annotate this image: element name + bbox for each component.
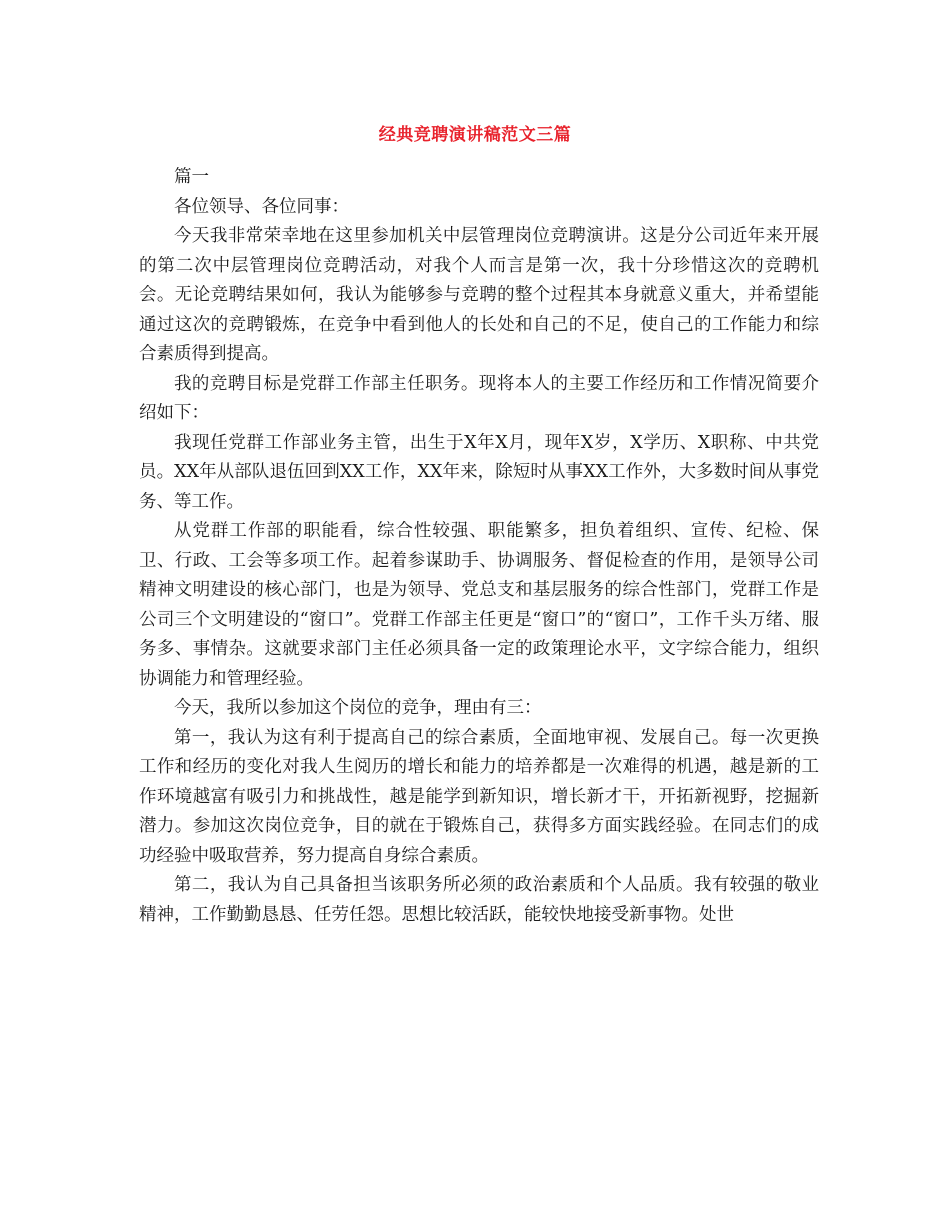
paragraph: 今天我非常荣幸地在这里参加机关中层管理岗位竞聘演讲。这是分公司近年来开展的第二次中层管理岗位竞聘活动，对我个人而言是第一次，我十分珍惜这次的竞聘机会。无论竞聘结果如何，我认为能够参与竞聘的整个过程其本身就意义重大，并希望能通过这次的竞聘锻炼，在竞争中看到他人的长处和自己的不足，使自己的工作能力和综合素质得到提高。 bbox=[139, 226, 819, 364]
paragraph: 第二，我认为自己具备担当该职务所必须的政治素质和个人品质。我有较强的敬业精神，工作勤勤恳恳、任劳任怨。思想比较活跃，能较快地接受新事物。处世 bbox=[139, 875, 819, 925]
paragraph-section-heading: 篇一 bbox=[174, 167, 209, 187]
paragraph: 第一，我认为这有利于提高自己的综合素质，全面地审视、发展自己。每一次更换工作和经历的变化对我人生阅历的增长和能力的培养都是一次难得的机遇，越是新的工作环境越富有吸引力和挑战性，越是能学到新知识，增长新才干，开拓新视野，挖掘新潜力。参加这次岗位竞争，目的就在于锻炼自己，获得多方面实践经验。在同志们的成功经验中吸取营养，努力提高自身综合素质。 bbox=[139, 727, 819, 866]
document-body bbox=[139, 163, 819, 930]
paragraph-salutation: 各位领导、各位同事： bbox=[174, 196, 349, 217]
paragraph: 我的竞聘目标是党群工作部主任职务。现将本人的主要工作经历和工作情况简要介绍如下： bbox=[139, 373, 819, 423]
document-title: 经典竞聘演讲稿范文三篇 bbox=[378, 125, 572, 145]
paragraph: 今天，我所以参加这个岗位的竞争，理由有三： bbox=[174, 698, 542, 718]
paragraph: 从党群工作部的职能看，综合性较强、职能繁多，担负着组织、宣传、纪检、保卫、行政、工会等多项工作。起着参谋助手、协调服务、督促检查的作用，是领导公司精神文明建设的核心部门，也是为领导、党总支和基层服务的综合性部门，党群工作是公司三个文明建设的“窗口”。党群工作部主任更是“窗口”的“窗口”，工作千头万绪、服务多、事情杂。这就要求部门主任必须具备一定的政策理论水平，文字综合能力，组织协调能力和管理经验。 bbox=[139, 521, 819, 689]
paragraph: 我现任党群工作部业务主管，出生于X年X月，现年X岁，X学历、X职称、中共党员。XX年从部队退伍回到XX工作，XX年来，除短时从事XX工作外，大多数时间从事党务、等工作。 bbox=[139, 432, 819, 512]
